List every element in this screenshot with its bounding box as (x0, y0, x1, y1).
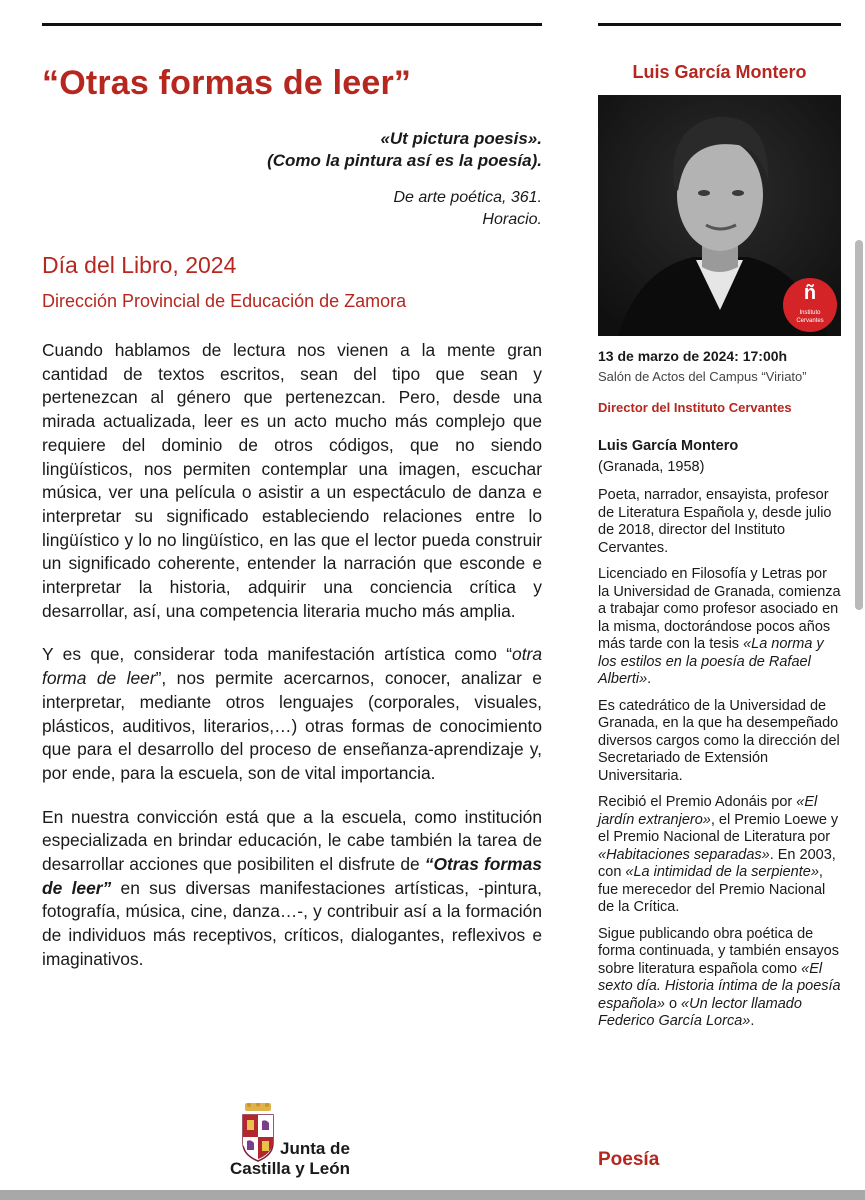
event-venue: Salón de Actos del Campus “Viriato” (598, 369, 807, 384)
logo-text-1: Instituto (799, 310, 821, 316)
bio-paragraph-4 (598, 794, 841, 917)
epigraph-quote (267, 128, 542, 172)
portrait-image (598, 95, 841, 336)
bio-paragraph-2 (598, 566, 841, 689)
p2-text-b: ”, nos permite acercarnos, conocer, analizar e interpretar, mediante otros lenguajes (corporales, visuales, plásticos, auditivos, literarios,…) otras formas de conocimiento que para el desarrollo del proceso de enseñanza-aprendizaje y, por ende, para la escuela, son de vital importancia. (42, 668, 542, 783)
scrollbar-thumb[interactable] (855, 240, 863, 610)
bio-paragraph-5 (598, 926, 841, 1031)
bio5-text-b: o (664, 995, 682, 1012)
junta-text-line1: Junta de (280, 1139, 350, 1158)
source-author: Horacio. (482, 211, 542, 228)
source-work: De arte poética, 361. (393, 189, 542, 206)
bio4-text-a: Recibió el Premio Adonáis por (598, 794, 797, 810)
epigraph-source (393, 187, 542, 231)
coat-of-arms-icon (240, 1103, 276, 1165)
bio4-text-c: . En 2003, con (598, 846, 836, 880)
bio4-text-d: , fue merecedor del Premio Nacional de la Crítica. (598, 864, 826, 915)
bio5-text-c: . (750, 1013, 755, 1029)
bio2-text-a: Licenciado en Filosofía y Letras por la Universidad de Granada, comienza a trabajar como profesor asociado en la misma, doctorándose pocos años más tarde con la tesis (598, 566, 841, 652)
p3-text-b: en sus diversas manifestaciones artísticas, -pintura, fotografía, música, cine, danza…-, y contribuir así a la formación de individuos más receptivos, críticos, dialogantes, reflexivos e imaginativos. (42, 877, 543, 969)
event-title: Día del Libro, 2024 (42, 252, 237, 278)
paragraph-3 (42, 806, 542, 972)
quote-latin: «Ut pictura poesis». (380, 129, 542, 148)
category-label: Poesía (598, 1149, 660, 1170)
bio5-text-a: Sigue publicando obra poética de forma continuada, y también ensayos sobre literatura española como (598, 925, 839, 977)
p2-emphasis: otra forma de leer (42, 644, 542, 689)
bio2-title: «La norma y los estilos en la poesía de Rafael Alberti» (598, 636, 824, 687)
bio4-text-b: , el Premio Loewe y el Premio Nacional de Literatura por (598, 811, 839, 845)
junta-logo (230, 1103, 370, 1183)
p3-text-a: En nuestra convicción está que a la escuela, como institución especializada en brindar educación, le cabe también la tarea de desarrollar acciones que posibiliten el disfrute de (42, 806, 542, 875)
bio4-title-2: «Habitaciones separadas» (598, 846, 770, 863)
p3-emphasis: “Otras formas de leer” (42, 854, 542, 898)
paragraph-2 (42, 643, 542, 785)
bio-paragraph-3: Es catedrático de la Universidad de Granada, en la que ha desempeñado diversos cargos como la dirección del Secretariado de Extensión Universitaria. (598, 697, 840, 784)
bio-paragraph-1: Poeta, narrador, ensayista, profesor de Literatura Española y, desde julio de 2018, director del Instituto Cervantes. (598, 487, 832, 556)
speaker-role: Director del Instituto Cervantes (598, 400, 792, 415)
quote-translation: (Como la pintura así es la poesía). (267, 151, 542, 170)
bio4-title-3: «La intimidad de la serpiente» (625, 864, 819, 880)
bio4-title-1: «El jardín extranjero» (598, 794, 818, 828)
speaker-heading: Luis García Montero (632, 62, 807, 82)
speaker-photo (598, 95, 841, 336)
top-rule-right (598, 23, 841, 26)
event-date: 13 de marzo de 2024: 17:00h (598, 348, 788, 364)
bottom-scroll-bar[interactable] (0, 1190, 865, 1200)
paragraph-1: Cuando hablamos de lectura nos vienen a la mente gran cantidad de textos escritos, sean del tipo que sean y pertenezcan al género que pertenezcan. Pero, desde una mirada actualizada, leer es un acto mucho más complejo que requiere del dominio de otros códigos, que no siendo lingüísticos, nos permiten contemplar una imagen, escuchar música, ver una película o asistir a un espectáculo de danza e interpretar su significado estableciendo relaciones entre lo lingüístico y lo no lingüístico, en las que el lector pueda construir un significado coherente, entender la narración que esconde e interpretar la historia, adquirir una conciencia crítica y desarrollar, así, una competencia literaria mucho más amplia. (42, 340, 542, 621)
top-rule-left (42, 23, 542, 26)
junta-text-line2: Castilla y León (230, 1159, 350, 1178)
bio2-text-b: . (647, 671, 652, 687)
bio-name: Luis García Montero (598, 438, 739, 454)
page-title: “Otras formas de leer” (42, 64, 412, 102)
svg-text:ñ: ñ (803, 282, 817, 304)
bio5-title-2: «Un lector llamado Federico García Lorca» (598, 995, 802, 1029)
bio5-title-1: «El sexto día. Historia íntima de la poesía española» (598, 960, 841, 1012)
body-text (42, 339, 542, 992)
p2-text-a: Y es que, considerar toda manifestación artística como “ (42, 644, 513, 665)
bio-birth: (Granada, 1958) (598, 459, 705, 475)
organizer-subtitle: Dirección Provincial de Educación de Zamora (42, 291, 407, 311)
biography (598, 487, 841, 1040)
logo-text-2: Cervantes (796, 318, 824, 324)
